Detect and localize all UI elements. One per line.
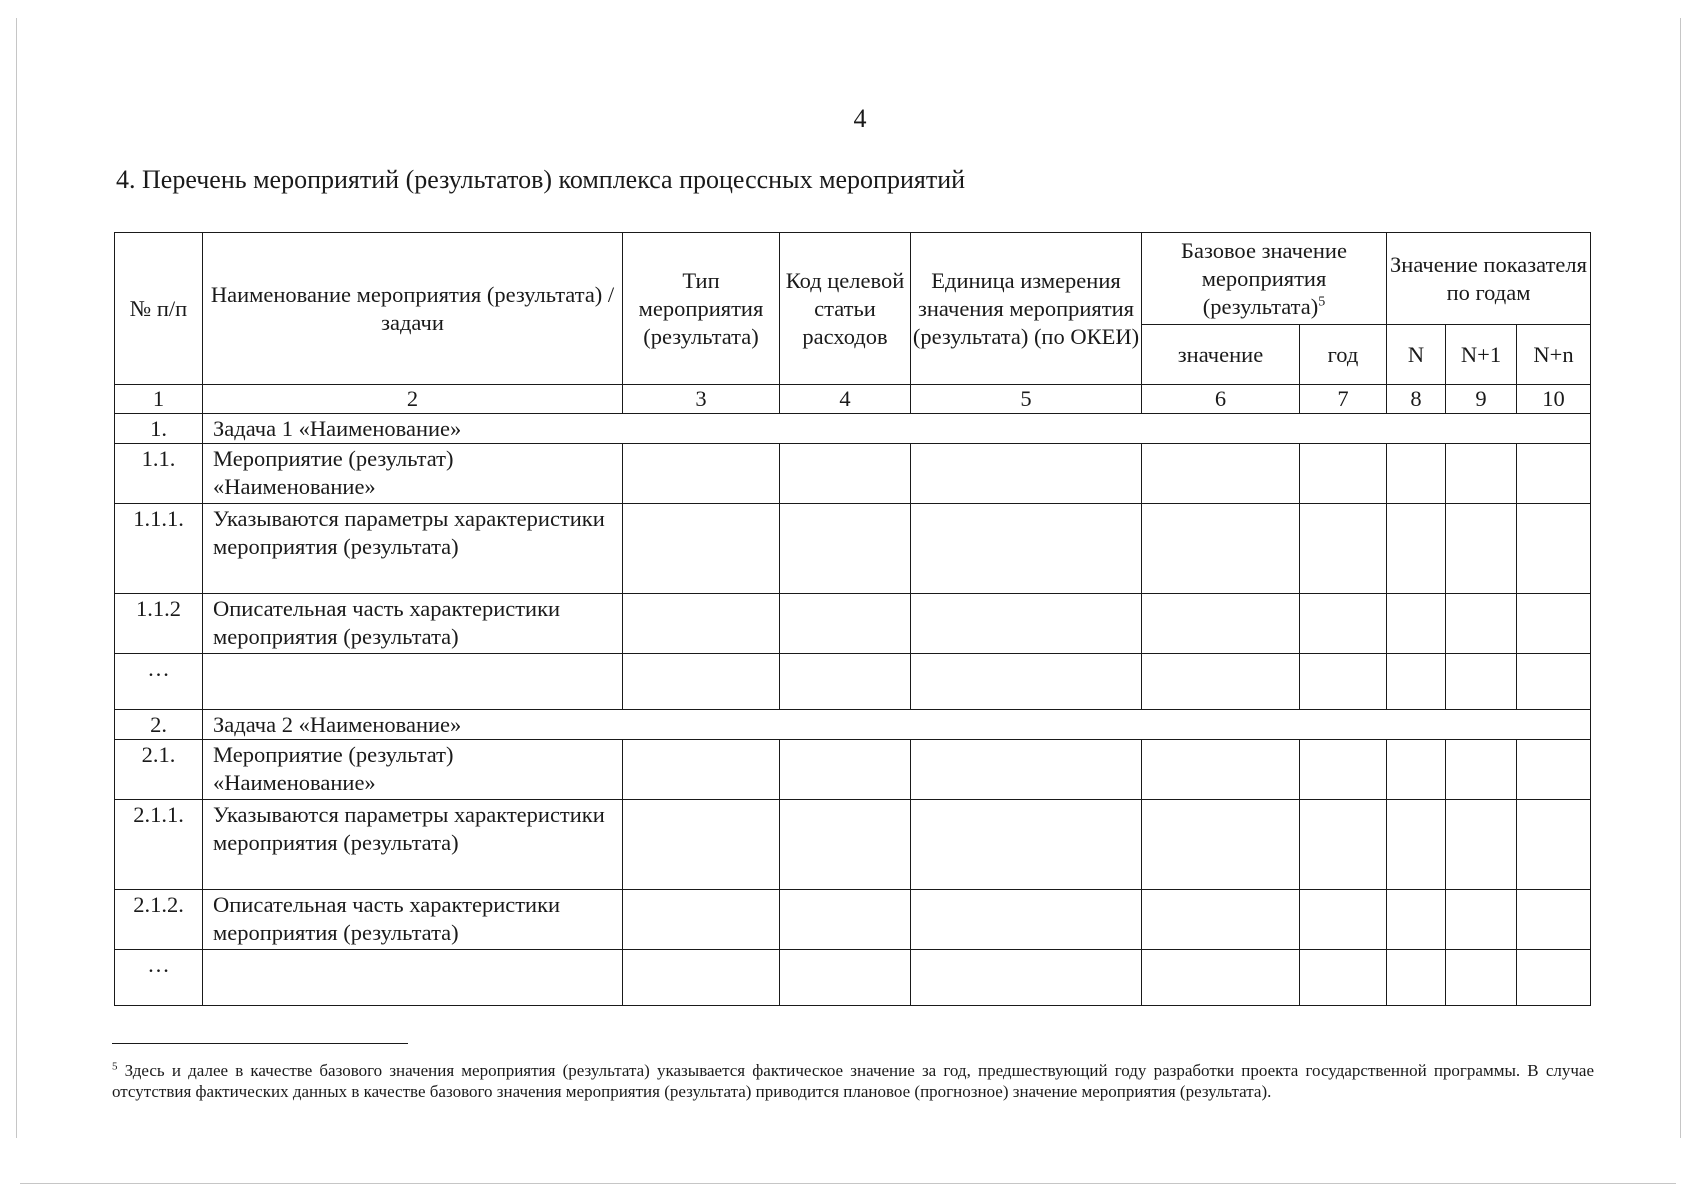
empty-cell	[1300, 800, 1387, 890]
empty-cell	[1387, 444, 1446, 504]
header-base-year: год	[1300, 325, 1387, 385]
table-row	[115, 444, 1591, 504]
header-year-nn: N+n	[1517, 325, 1591, 385]
empty-cell	[911, 890, 1142, 950]
empty-cell	[1517, 950, 1591, 1006]
task-name: Задача 1 «Наименование»	[203, 414, 1591, 444]
column-index: 9	[1446, 385, 1517, 414]
table-row	[115, 740, 1591, 800]
empty-cell	[1300, 444, 1387, 504]
row-number: 1.1.2	[115, 594, 203, 654]
empty-cell	[780, 594, 911, 654]
empty-cell	[1300, 950, 1387, 1006]
empty-cell	[623, 444, 780, 504]
row-name	[203, 654, 623, 710]
footnote-separator	[112, 1043, 408, 1044]
empty-cell	[1446, 654, 1517, 710]
row-name: Описательная часть характеристики мероприятия (результата)	[203, 890, 623, 950]
empty-cell	[1387, 594, 1446, 654]
table-row	[115, 890, 1591, 950]
header-year-n: N	[1387, 325, 1446, 385]
empty-cell	[1142, 740, 1300, 800]
row-number: 2.1.2.	[115, 890, 203, 950]
section-heading: 4. Перечень мероприятий (результатов) комплекса процессных мероприятий	[116, 165, 966, 194]
header-base	[1142, 233, 1387, 325]
empty-cell	[1517, 800, 1591, 890]
table-row	[115, 504, 1591, 594]
row-number: 2.1.	[115, 740, 203, 800]
empty-cell	[1446, 890, 1517, 950]
row-name: Указываются параметры характеристики мероприятия (результата)	[203, 504, 623, 594]
empty-cell	[623, 594, 780, 654]
empty-cell	[780, 890, 911, 950]
column-index: 5	[911, 385, 1142, 414]
empty-cell	[1517, 504, 1591, 594]
empty-cell	[911, 950, 1142, 1006]
row-number: 2.	[115, 710, 203, 740]
row-number: …	[115, 654, 203, 710]
task-row	[115, 414, 1591, 444]
empty-cell	[1446, 444, 1517, 504]
row-name: Указываются параметры характеристики мероприятия (результата)	[203, 800, 623, 890]
empty-cell	[1300, 740, 1387, 800]
empty-cell	[911, 504, 1142, 594]
table-row	[115, 654, 1591, 710]
empty-cell	[623, 950, 780, 1006]
empty-cell	[1142, 594, 1300, 654]
column-index: 8	[1387, 385, 1446, 414]
footnote-ref: 5	[1318, 294, 1326, 309]
empty-cell	[911, 740, 1142, 800]
empty-cell	[623, 740, 780, 800]
empty-cell	[1517, 890, 1591, 950]
table-row	[115, 594, 1591, 654]
empty-cell	[911, 800, 1142, 890]
empty-cell	[1446, 800, 1517, 890]
scan-border-left	[16, 18, 17, 1138]
empty-cell	[1142, 654, 1300, 710]
empty-cell	[1142, 800, 1300, 890]
column-index: 4	[780, 385, 911, 414]
column-index: 1	[115, 385, 203, 414]
header-year-n1: N+1	[1446, 325, 1517, 385]
header-indicator: Значение показателя по годам	[1387, 233, 1591, 325]
task-row	[115, 710, 1591, 740]
column-index: 7	[1300, 385, 1387, 414]
scan-border-bottom	[20, 1183, 1676, 1184]
empty-cell	[911, 444, 1142, 504]
footnote	[112, 1060, 1594, 1102]
row-number: 1.	[115, 414, 203, 444]
empty-cell	[1517, 654, 1591, 710]
page-number: 4	[853, 104, 867, 133]
empty-cell	[1517, 740, 1591, 800]
header-name: Наименование мероприятия (результата) / задачи	[203, 233, 623, 385]
empty-cell	[780, 800, 911, 890]
empty-cell	[1300, 504, 1387, 594]
empty-cell	[1142, 890, 1300, 950]
header-code: Код целевой статьи расходов	[780, 233, 911, 385]
row-name: Описательная часть характеристики мероприятия (результата)	[203, 594, 623, 654]
row-name	[203, 950, 623, 1006]
empty-cell	[780, 740, 911, 800]
empty-cell	[1517, 594, 1591, 654]
header-unit: Единица измерения значения мероприятия (результата) (по ОКЕИ)	[911, 233, 1142, 385]
empty-cell	[1300, 654, 1387, 710]
empty-cell	[1300, 890, 1387, 950]
row-number: 1.1.	[115, 444, 203, 504]
header-base-value: значение	[1142, 325, 1300, 385]
header-type: Тип мероприятия (результата)	[623, 233, 780, 385]
empty-cell	[623, 504, 780, 594]
column-index: 10	[1517, 385, 1591, 414]
row-name: Мероприятие (результат) «Наименование»	[203, 444, 623, 504]
empty-cell	[1387, 654, 1446, 710]
empty-cell	[1387, 890, 1446, 950]
measures-table	[114, 232, 1591, 1006]
empty-cell	[1387, 504, 1446, 594]
empty-cell	[1142, 504, 1300, 594]
task-name: Задача 2 «Наименование»	[203, 710, 1591, 740]
empty-cell	[780, 504, 911, 594]
empty-cell	[1387, 740, 1446, 800]
empty-cell	[780, 654, 911, 710]
empty-cell	[623, 654, 780, 710]
empty-cell	[1142, 444, 1300, 504]
column-index: 3	[623, 385, 780, 414]
column-index: 6	[1142, 385, 1300, 414]
table-row	[115, 800, 1591, 890]
empty-cell	[1387, 800, 1446, 890]
scan-border-right	[1680, 18, 1681, 1138]
empty-cell	[780, 950, 911, 1006]
empty-cell	[623, 800, 780, 890]
table-row	[115, 950, 1591, 1006]
footnote-text: Здесь и далее в качестве базового значения мероприятия (результата) указывается фактическое значение за год, предшествующий году разработки проекта государственной программы. В случае отсутствия фактических данных в качестве базового значения мероприятия (результата) приводится плановое (прогнозное) значение мероприятия (результата).	[112, 1061, 1594, 1101]
row-number: 1.1.1.	[115, 504, 203, 594]
footnote-marker: 5	[112, 1060, 118, 1073]
empty-cell	[1446, 594, 1517, 654]
column-index: 2	[203, 385, 623, 414]
empty-cell	[623, 890, 780, 950]
empty-cell	[1142, 950, 1300, 1006]
row-name: Мероприятие (результат) «Наименование»	[203, 740, 623, 800]
empty-cell	[1446, 950, 1517, 1006]
empty-cell	[1300, 594, 1387, 654]
row-number: …	[115, 950, 203, 1006]
empty-cell	[911, 594, 1142, 654]
header-num: № п/п	[115, 233, 203, 385]
column-index-row	[115, 385, 1591, 414]
row-number: 2.1.1.	[115, 800, 203, 890]
empty-cell	[1387, 950, 1446, 1006]
empty-cell	[1446, 740, 1517, 800]
header-base-label: Базовое значение мероприятия (результата)	[1181, 237, 1347, 319]
empty-cell	[1517, 444, 1591, 504]
empty-cell	[1446, 504, 1517, 594]
empty-cell	[911, 654, 1142, 710]
empty-cell	[780, 444, 911, 504]
